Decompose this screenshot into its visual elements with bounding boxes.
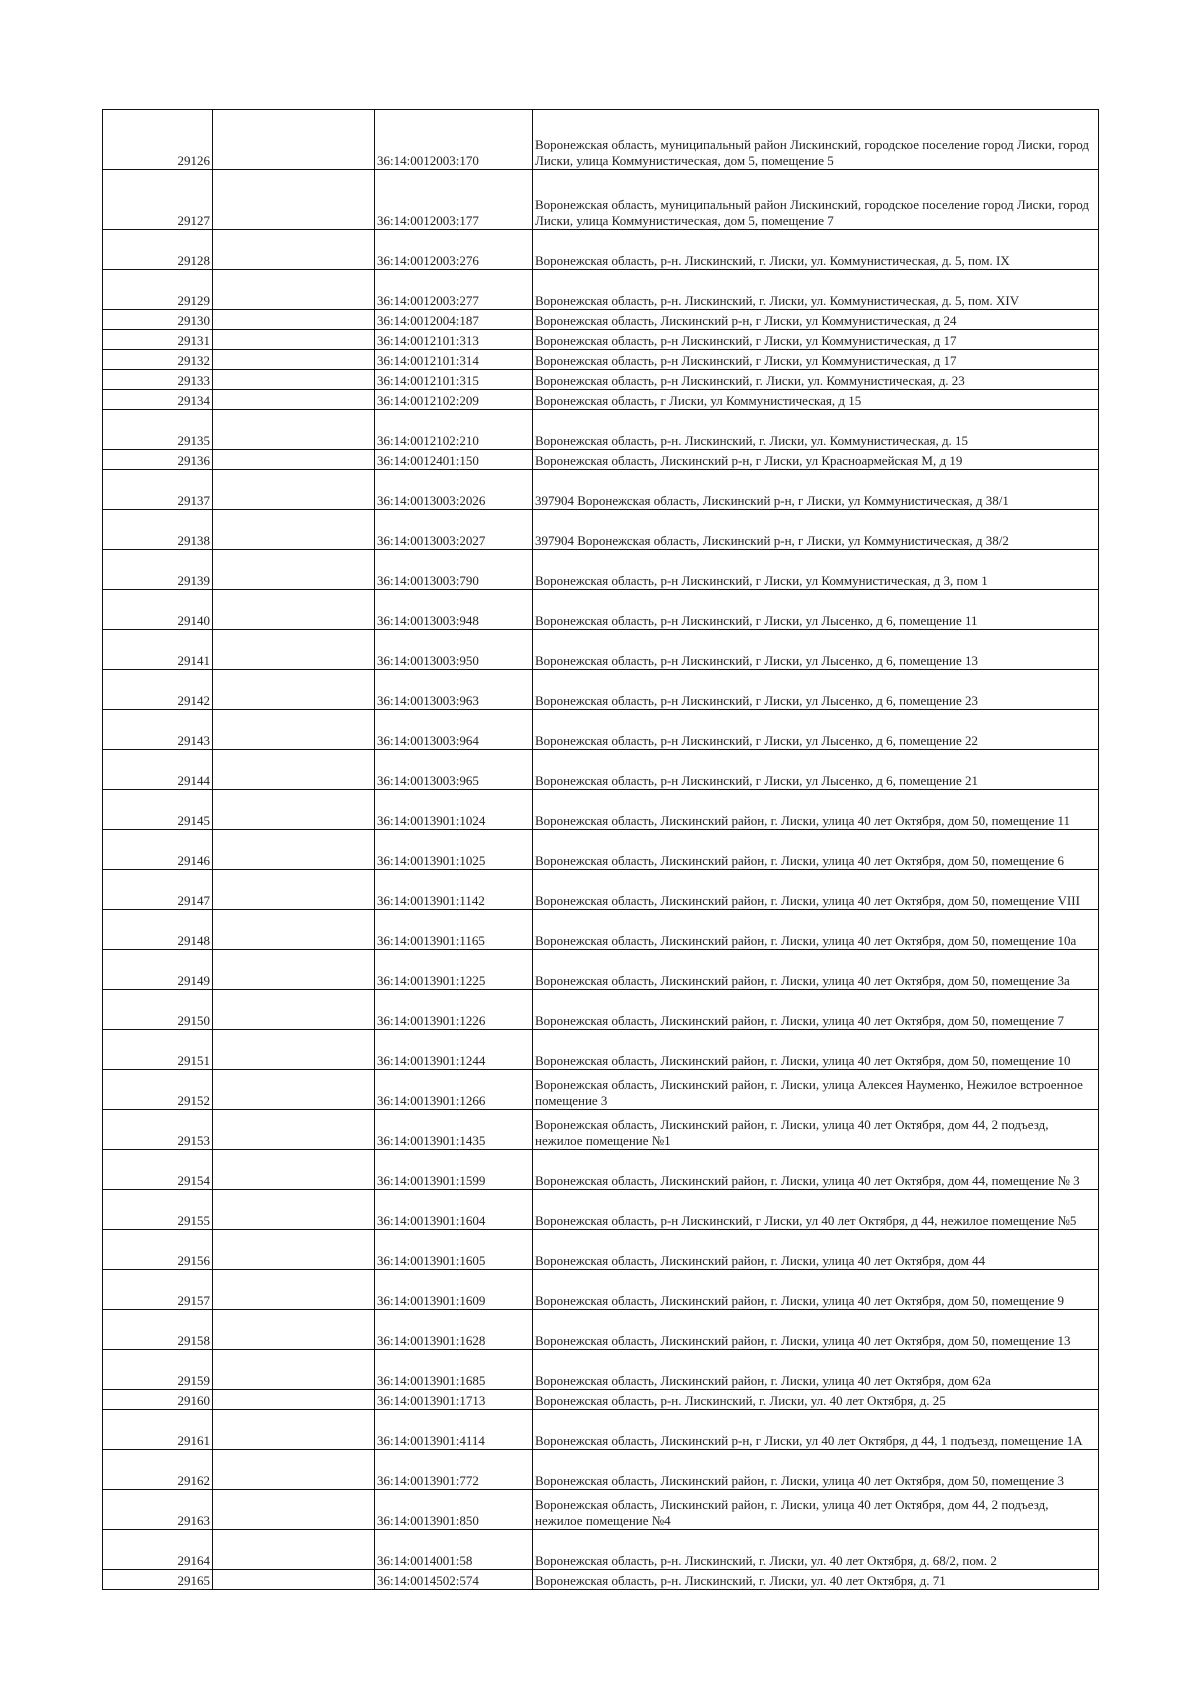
- row-number: 29142: [103, 670, 213, 710]
- row-number: 29152: [103, 1070, 213, 1110]
- address-cell: 397904 Воронежская область, Лискинский р-н, г Лиски, ул Коммунистическая, д 38/2: [533, 510, 1099, 550]
- row-number: 29161: [103, 1410, 213, 1450]
- row-number: 29150: [103, 990, 213, 1030]
- blank-cell: [213, 310, 375, 330]
- cadastral-number: 36:14:0013901:1142: [375, 870, 533, 910]
- address-cell: Воронежская область, муниципальный район Лискинский, городское поселение город Лиски, город Лиски, улица Коммунистическая, дом 5, помещение 5: [533, 110, 1099, 170]
- table-row: [103, 750, 1099, 790]
- cadastral-number: 36:14:0012004:187: [375, 310, 533, 330]
- row-number: 29129: [103, 270, 213, 310]
- row-number: 29158: [103, 1310, 213, 1350]
- blank-cell: [213, 1190, 375, 1230]
- address-cell: Воронежская область, Лискинский район, г. Лиски, улица 40 лет Октября, дом 50, помещение 6: [533, 830, 1099, 870]
- blank-cell: [213, 110, 375, 170]
- address-cell: Воронежская область, р-н. Лискинский, г. Лиски, ул. 40 лет Октября, д. 25: [533, 1390, 1099, 1410]
- blank-cell: [213, 1270, 375, 1310]
- address-cell: Воронежская область, р-н Лискинский, г Лиски, ул 40 лет Октября, д 44, нежилое помещение №5: [533, 1190, 1099, 1230]
- table-row: [103, 1310, 1099, 1350]
- blank-cell: [213, 1530, 375, 1570]
- table-row: [103, 390, 1099, 410]
- row-number: 29126: [103, 110, 213, 170]
- registry-body: [103, 110, 1099, 1590]
- table-row: [103, 830, 1099, 870]
- blank-cell: [213, 1110, 375, 1150]
- blank-cell: [213, 1030, 375, 1070]
- table-row: [103, 230, 1099, 270]
- row-number: 29136: [103, 450, 213, 470]
- cadastral-number: 36:14:0013901:1244: [375, 1030, 533, 1070]
- address-cell: Воронежская область, Лискинский район, г. Лиски, улица 40 лет Октября, дом 50, помещение 10а: [533, 910, 1099, 950]
- blank-cell: [213, 170, 375, 230]
- blank-cell: [213, 670, 375, 710]
- table-row: [103, 790, 1099, 830]
- cadastral-number: 36:14:0013901:1713: [375, 1390, 533, 1410]
- blank-cell: [213, 950, 375, 990]
- table-row: [103, 330, 1099, 350]
- blank-cell: [213, 830, 375, 870]
- cadastral-number: 36:14:0013901:850: [375, 1490, 533, 1530]
- address-cell: Воронежская область, Лискинский район, г. Лиски, улица 40 лет Октября, дом 50, помещение 9: [533, 1270, 1099, 1310]
- table-row: [103, 550, 1099, 590]
- cadastral-number: 36:14:0013901:1604: [375, 1190, 533, 1230]
- blank-cell: [213, 410, 375, 450]
- row-number: 29157: [103, 1270, 213, 1310]
- blank-cell: [213, 710, 375, 750]
- table-row: [103, 450, 1099, 470]
- cadastral-number: 36:14:0012401:150: [375, 450, 533, 470]
- blank-cell: [213, 870, 375, 910]
- address-cell: Воронежская область, р-н Лискинский, г Лиски, ул Лысенко, д 6, помещение 13: [533, 630, 1099, 670]
- address-cell: Воронежская область, р-н Лискинский, г Лиски, ул Лысенко, д 6, помещение 22: [533, 710, 1099, 750]
- blank-cell: [213, 1070, 375, 1110]
- table-row: [103, 950, 1099, 990]
- table-row: [103, 1110, 1099, 1150]
- table-row: [103, 1030, 1099, 1070]
- cadastral-number: 36:14:0013901:772: [375, 1450, 533, 1490]
- table-row: [103, 630, 1099, 670]
- row-number: 29140: [103, 590, 213, 630]
- cadastral-number: 36:14:0014502:574: [375, 1570, 533, 1590]
- cadastral-number: 36:14:0012003:177: [375, 170, 533, 230]
- blank-cell: [213, 910, 375, 950]
- address-cell: Воронежская область, Лискинский район, г. Лиски, улица 40 лет Октября, дом 50, помещение 7: [533, 990, 1099, 1030]
- address-cell: Воронежская область, Лискинский р-н, г Лиски, ул 40 лет Октября, д 44, 1 подъезд, помещение 1А: [533, 1410, 1099, 1450]
- row-number: 29149: [103, 950, 213, 990]
- address-cell: Воронежская область, Лискинский район, г. Лиски, улица 40 лет Октября, дом 50, помещение 13: [533, 1310, 1099, 1350]
- address-cell: Воронежская область, муниципальный район Лискинский, городское поселение город Лиски, город Лиски, улица Коммунистическая, дом 5, помещение 7: [533, 170, 1099, 230]
- row-number: 29139: [103, 550, 213, 590]
- address-cell: Воронежская область, р-н Лискинский, г Лиски, ул Лысенко, д 6, помещение 11: [533, 590, 1099, 630]
- table-row: [103, 1070, 1099, 1110]
- address-cell: Воронежская область, Лискинский район, г. Лиски, улица 40 лет Октября, дом 50, помещение VIII: [533, 870, 1099, 910]
- table-row: [103, 590, 1099, 630]
- table-row: [103, 1530, 1099, 1570]
- cadastral-number: 36:14:0013901:1024: [375, 790, 533, 830]
- table-row: [103, 1190, 1099, 1230]
- row-number: 29128: [103, 230, 213, 270]
- address-cell: Воронежская область, р-н. Лискинский, г. Лиски, ул. Коммунистическая, д. 5, пом. IX: [533, 230, 1099, 270]
- table-row: [103, 1490, 1099, 1530]
- cadastral-number: 36:14:0013901:1609: [375, 1270, 533, 1310]
- blank-cell: [213, 630, 375, 670]
- registry-table: [102, 109, 1099, 1590]
- address-cell: Воронежская область, г Лиски, ул Коммунистическая, д 15: [533, 390, 1099, 410]
- address-cell: Воронежская область, р-н Лискинский, г Лиски, ул Коммунистическая, д 17: [533, 330, 1099, 350]
- blank-cell: [213, 1570, 375, 1590]
- blank-cell: [213, 510, 375, 550]
- row-number: 29146: [103, 830, 213, 870]
- cadastral-number: 36:14:0013003:950: [375, 630, 533, 670]
- table-row: [103, 1450, 1099, 1490]
- address-cell: Воронежская область, Лискинский район, г. Лиски, улица 40 лет Октября, дом 44: [533, 1230, 1099, 1270]
- row-number: 29151: [103, 1030, 213, 1070]
- cadastral-number: 36:14:0013901:1165: [375, 910, 533, 950]
- cadastral-number: 36:14:0013003:965: [375, 750, 533, 790]
- blank-cell: [213, 270, 375, 310]
- table-row: [103, 110, 1099, 170]
- cadastral-number: 36:14:0012101:315: [375, 370, 533, 390]
- blank-cell: [213, 590, 375, 630]
- table-row: [103, 350, 1099, 370]
- address-cell: Воронежская область, Лискинский район, г. Лиски, улица 40 лет Октября, дом 50, помещение 3а: [533, 950, 1099, 990]
- table-row: [103, 910, 1099, 950]
- address-cell: Воронежская область, р-н Лискинский, г Лиски, ул Коммунистическая, д 3, пом 1: [533, 550, 1099, 590]
- address-cell: Воронежская область, Лискинский р-н, г Лиски, ул Коммунистическая, д 24: [533, 310, 1099, 330]
- address-cell: Воронежская область, Лискинский район, г. Лиски, улица 40 лет Октября, дом 44, 2 подъезд, нежилое помещение №1: [533, 1110, 1099, 1150]
- row-number: 29130: [103, 310, 213, 330]
- cadastral-number: 36:14:0012003:170: [375, 110, 533, 170]
- row-number: 29145: [103, 790, 213, 830]
- cadastral-number: 36:14:0013901:1266: [375, 1070, 533, 1110]
- address-cell: Воронежская область, р-н. Лискинский, г. Лиски, ул. Коммунистическая, д. 15: [533, 410, 1099, 450]
- row-number: 29144: [103, 750, 213, 790]
- blank-cell: [213, 1450, 375, 1490]
- cadastral-number: 36:14:0013901:1225: [375, 950, 533, 990]
- blank-cell: [213, 1410, 375, 1450]
- address-cell: Воронежская область, Лискинский район, г. Лиски, улица 40 лет Октября, дом 50, помещение 11: [533, 790, 1099, 830]
- row-number: 29134: [103, 390, 213, 410]
- cadastral-number: 36:14:0012101:313: [375, 330, 533, 350]
- cadastral-number: 36:14:0012003:276: [375, 230, 533, 270]
- cadastral-number: 36:14:0013901:4114: [375, 1410, 533, 1450]
- table-row: [103, 370, 1099, 390]
- address-cell: Воронежская область, Лискинский район, г. Лиски, улица 40 лет Октября, дом 44, помещение № 3: [533, 1150, 1099, 1190]
- address-cell: Воронежская область, Лискинский район, г. Лиски, улица 40 лет Октября, дом 62а: [533, 1350, 1099, 1390]
- cadastral-number: 36:14:0013901:1685: [375, 1350, 533, 1390]
- address-cell: Воронежская область, Лискинский район, г. Лиски, улица 40 лет Октября, дом 44, 2 подъезд, нежилое помещение №4: [533, 1490, 1099, 1530]
- table-row: [103, 1350, 1099, 1390]
- address-cell: Воронежская область, р-н. Лискинский, г. Лиски, ул. 40 лет Октября, д. 71: [533, 1570, 1099, 1590]
- blank-cell: [213, 1310, 375, 1350]
- cadastral-number: 36:14:0013901:1605: [375, 1230, 533, 1270]
- address-cell: Воронежская область, р-н Лискинский, г Лиски, ул Лысенко, д 6, помещение 21: [533, 750, 1099, 790]
- address-cell: Воронежская область, р-н. Лискинский, г. Лиски, ул. 40 лет Октября, д. 68/2, пом. 2: [533, 1530, 1099, 1570]
- row-number: 29154: [103, 1150, 213, 1190]
- row-number: 29159: [103, 1350, 213, 1390]
- row-number: 29147: [103, 870, 213, 910]
- row-number: 29127: [103, 170, 213, 230]
- cadastral-number: 36:14:0013901:1226: [375, 990, 533, 1030]
- cadastral-number: 36:14:0013003:790: [375, 550, 533, 590]
- blank-cell: [213, 990, 375, 1030]
- row-number: 29137: [103, 470, 213, 510]
- blank-cell: [213, 550, 375, 590]
- address-cell: Воронежская область, Лискинский р-н, г Лиски, ул Красноармейская М, д 19: [533, 450, 1099, 470]
- cadastral-number: 36:14:0012102:209: [375, 390, 533, 410]
- row-number: 29165: [103, 1570, 213, 1590]
- row-number: 29160: [103, 1390, 213, 1410]
- blank-cell: [213, 330, 375, 350]
- blank-cell: [213, 1350, 375, 1390]
- table-row: [103, 470, 1099, 510]
- blank-cell: [213, 230, 375, 270]
- table-row: [103, 1230, 1099, 1270]
- row-number: 29135: [103, 410, 213, 450]
- cadastral-number: 36:14:0012102:210: [375, 410, 533, 450]
- address-cell: 397904 Воронежская область, Лискинский р-н, г Лиски, ул Коммунистическая, д 38/1: [533, 470, 1099, 510]
- row-number: 29148: [103, 910, 213, 950]
- table-row: [103, 670, 1099, 710]
- table-row: [103, 1390, 1099, 1410]
- row-number: 29153: [103, 1110, 213, 1150]
- row-number: 29155: [103, 1190, 213, 1230]
- table-row: [103, 510, 1099, 550]
- table-row: [103, 410, 1099, 450]
- address-cell: Воронежская область, р-н Лискинский, г Лиски, ул Лысенко, д 6, помещение 23: [533, 670, 1099, 710]
- address-cell: Воронежская область, р-н. Лискинский, г. Лиски, ул. Коммунистическая, д. 5, пом. XIV: [533, 270, 1099, 310]
- row-number: 29138: [103, 510, 213, 550]
- blank-cell: [213, 1390, 375, 1410]
- table-row: [103, 870, 1099, 910]
- cadastral-number: 36:14:0013003:948: [375, 590, 533, 630]
- blank-cell: [213, 750, 375, 790]
- blank-cell: [213, 370, 375, 390]
- blank-cell: [213, 350, 375, 370]
- table-row: [103, 270, 1099, 310]
- blank-cell: [213, 390, 375, 410]
- address-cell: Воронежская область, Лискинский район, г. Лиски, улица 40 лет Октября, дом 50, помещение 10: [533, 1030, 1099, 1070]
- cadastral-number: 36:14:0013901:1599: [375, 1150, 533, 1190]
- cadastral-number: 36:14:0013003:2027: [375, 510, 533, 550]
- cadastral-number: 36:14:0013003:963: [375, 670, 533, 710]
- row-number: 29133: [103, 370, 213, 390]
- cadastral-number: 36:14:0013003:964: [375, 710, 533, 750]
- cadastral-number: 36:14:0012101:314: [375, 350, 533, 370]
- cadastral-number: 36:14:0013901:1628: [375, 1310, 533, 1350]
- table-row: [103, 1270, 1099, 1310]
- table-row: [103, 310, 1099, 330]
- table-row: [103, 170, 1099, 230]
- blank-cell: [213, 790, 375, 830]
- table-row: [103, 710, 1099, 750]
- row-number: 29131: [103, 330, 213, 350]
- cadastral-number: 36:14:0012003:277: [375, 270, 533, 310]
- row-number: 29162: [103, 1450, 213, 1490]
- row-number: 29156: [103, 1230, 213, 1270]
- address-cell: Воронежская область, р-н Лискинский, г Лиски, ул Коммунистическая, д 17: [533, 350, 1099, 370]
- cadastral-number: 36:14:0013901:1025: [375, 830, 533, 870]
- row-number: 29164: [103, 1530, 213, 1570]
- row-number: 29132: [103, 350, 213, 370]
- blank-cell: [213, 1230, 375, 1270]
- cadastral-number: 36:14:0013003:2026: [375, 470, 533, 510]
- blank-cell: [213, 1150, 375, 1190]
- address-cell: Воронежская область, Лискинский район, г. Лиски, улица 40 лет Октября, дом 50, помещение 3: [533, 1450, 1099, 1490]
- blank-cell: [213, 450, 375, 470]
- blank-cell: [213, 470, 375, 510]
- table-row: [103, 1570, 1099, 1590]
- address-cell: Воронежская область, р-н Лискинский, г. Лиски, ул. Коммунистическая, д. 23: [533, 370, 1099, 390]
- table-row: [103, 1150, 1099, 1190]
- address-cell: Воронежская область, Лискинский район, г. Лиски, улица Алексея Науменко, Нежилое встроенное помещение 3: [533, 1070, 1099, 1110]
- row-number: 29163: [103, 1490, 213, 1530]
- row-number: 29141: [103, 630, 213, 670]
- table-row: [103, 990, 1099, 1030]
- row-number: 29143: [103, 710, 213, 750]
- blank-cell: [213, 1490, 375, 1530]
- cadastral-number: 36:14:0014001:58: [375, 1530, 533, 1570]
- table-row: [103, 1410, 1099, 1450]
- cadastral-number: 36:14:0013901:1435: [375, 1110, 533, 1150]
